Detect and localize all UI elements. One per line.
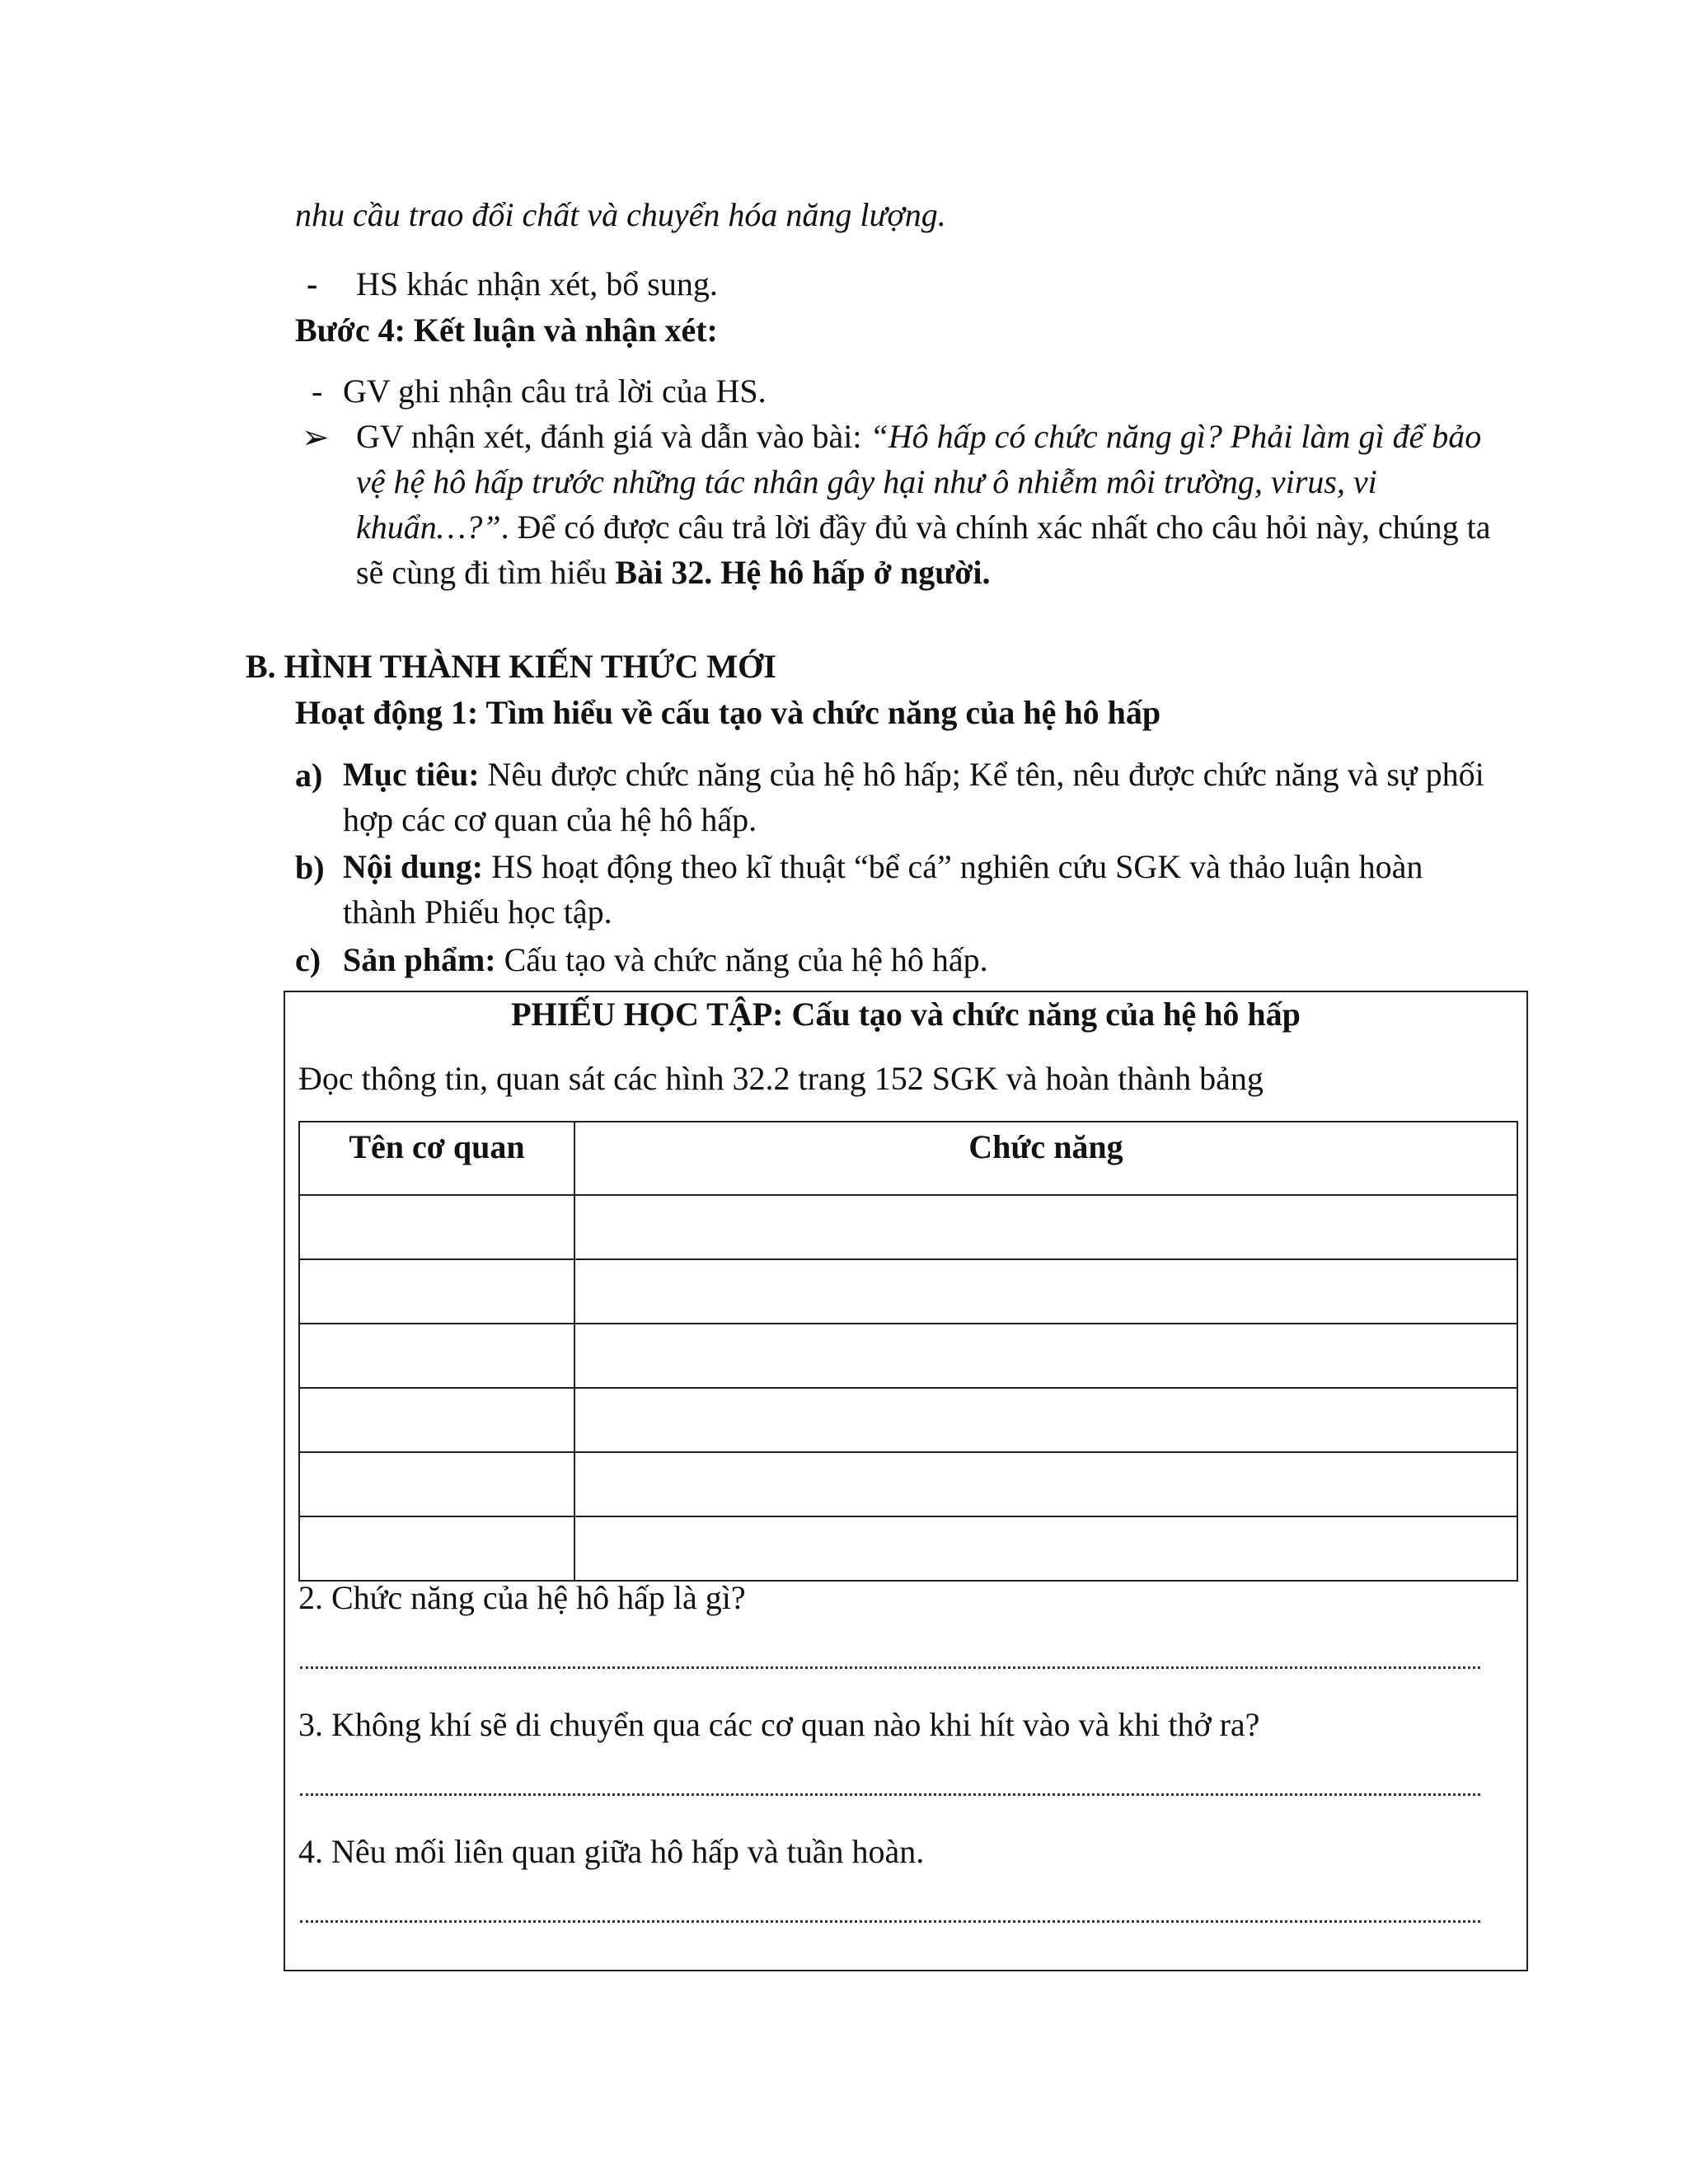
worksheet-instruction: Đọc thông tin, quan sát các hình 32.2 trang 152 SGK và hoàn thành bảng xyxy=(298,1060,1264,1097)
hs-comment-text: HS khác nhận xét, bổ sung. xyxy=(356,265,718,302)
function-cell[interactable] xyxy=(574,1324,1517,1388)
lesson-title: Bài 32. Hệ hô hấp ở người. xyxy=(615,554,991,591)
answer-line-2[interactable] xyxy=(300,1666,1480,1669)
gv-intro-plain: GV nhận xét, đánh giá và dẫn vào bài: xyxy=(356,418,870,455)
function-cell[interactable] xyxy=(574,1452,1517,1516)
question-3: 3. Không khí sẽ di chuyển qua các cơ quan nào khi hít vào và khi thở ra? xyxy=(298,1706,1260,1743)
item-label: Nội dung: xyxy=(343,848,484,885)
answer-line-4[interactable] xyxy=(300,1920,1480,1923)
item-marker: c) xyxy=(295,941,321,978)
table-row xyxy=(299,1516,1517,1581)
answer-line-3[interactable] xyxy=(300,1793,1480,1796)
table-row xyxy=(299,1324,1517,1388)
table-header-row xyxy=(299,1122,1517,1195)
column-header-function: Chức năng xyxy=(574,1122,1517,1195)
bullet-dash: - xyxy=(307,265,318,302)
gv-record-text: GV ghi nhận câu trả lời của HS. xyxy=(343,373,767,410)
organ-cell[interactable] xyxy=(299,1452,574,1516)
item-objective xyxy=(343,752,1489,842)
organ-cell[interactable] xyxy=(299,1516,574,1581)
activity1-heading: Hoạt động 1: Tìm hiểu về cấu tạo và chức năng của hệ hô hấp xyxy=(295,694,1161,731)
section-b-heading: B. HÌNH THÀNH KIẾN THỨC MỚI xyxy=(246,648,776,685)
worksheet-title: PHIẾU HỌC TẬP: Cấu tạo và chức năng của hệ hô hấp xyxy=(511,996,1301,1033)
table-row xyxy=(299,1452,1517,1516)
item-text: Cấu tạo và chức năng của hệ hô hấp. xyxy=(495,941,988,978)
step4-heading: Bước 4: Kết luận và nhận xét: xyxy=(295,312,718,349)
item-marker: b) xyxy=(295,849,325,886)
organ-cell[interactable] xyxy=(299,1388,574,1452)
item-text: HS hoạt động theo kĩ thuật “bể cá” nghiên cứu SGK và thảo luận hoàn thành Phiếu học tập. xyxy=(343,848,1423,930)
organ-cell[interactable] xyxy=(299,1259,574,1324)
gv-intro-rest: . Để có được câu trả lời đầy đủ và chính xác nhất cho câu hỏi này, chúng ta sẽ cùng đi tìm hiểu xyxy=(356,509,1491,591)
arrow-bullet-icon: ➢ xyxy=(302,419,330,456)
table-row xyxy=(299,1388,1517,1452)
bullet-dash: - xyxy=(312,373,323,410)
item-text: Nêu được chức năng của hệ hô hấp; Kể tên, nêu được chức năng và sự phối hợp các cơ quan của hệ hô hấp. xyxy=(343,756,1484,838)
item-content xyxy=(343,844,1489,935)
question-4: 4. Nêu mối liên quan giữa hô hấp và tuần hoàn. xyxy=(298,1833,925,1870)
item-product xyxy=(343,941,988,979)
table-row xyxy=(299,1195,1517,1259)
table-row xyxy=(299,1259,1517,1324)
question-2: 2. Chức năng của hệ hô hấp là gì? xyxy=(298,1579,746,1616)
gv-intro-question: “Hô hấp có chức năng gì? Phải làm gì để bảo vệ hệ hô hấp trước những tác nhân gây hại như ô nhiễm môi trường, virus, vi khuẩn…?” xyxy=(356,418,1482,546)
column-header-organ: Tên cơ quan xyxy=(299,1122,574,1195)
function-cell[interactable] xyxy=(574,1388,1517,1452)
gv-intro-paragraph xyxy=(356,414,1493,595)
item-label: Mục tiêu: xyxy=(343,756,480,793)
function-cell[interactable] xyxy=(574,1516,1517,1581)
intro-italic-line: nhu cầu trao đổi chất và chuyển hóa năng lượng. xyxy=(295,196,946,233)
organ-function-table xyxy=(298,1121,1518,1582)
organ-cell[interactable] xyxy=(299,1324,574,1388)
item-label: Sản phẩm: xyxy=(343,941,496,978)
organ-cell[interactable] xyxy=(299,1195,574,1259)
function-cell[interactable] xyxy=(574,1259,1517,1324)
function-cell[interactable] xyxy=(574,1195,1517,1259)
item-marker: a) xyxy=(295,757,323,794)
